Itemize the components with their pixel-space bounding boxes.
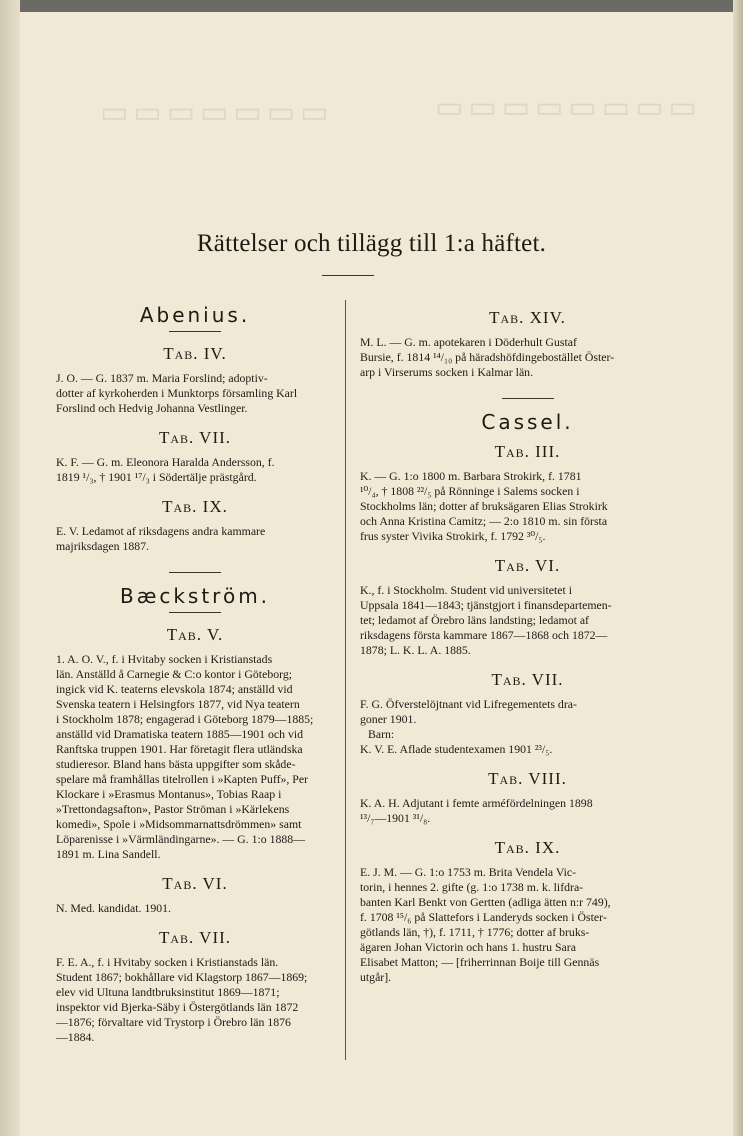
tab-heading: Tab. IV. xyxy=(163,344,227,363)
entry-line: 1819 ¹/₃, † 1901 ¹⁷/₃ i Södertälje prästgård. xyxy=(56,470,257,484)
entry-line: K. F. — G. m. Eleonora Haralda Andersson, f. xyxy=(56,455,275,469)
bleed-through-text: ▭▭▭▭▭▭▭ xyxy=(100,96,334,129)
tab-heading: Tab. III. xyxy=(494,442,561,461)
entry-line: F. E. A., f. i Hvitaby socken i Kristianstads län. xyxy=(56,955,279,969)
entry-line: tet; ledamot af Örebro läns landsting; ledamot af xyxy=(360,613,589,627)
entry-line: elev vid Ultuna landtbruksinstitut 1869—1871; xyxy=(56,985,280,999)
tab-heading: Tab. VI. xyxy=(162,874,228,893)
entry-line: götlands län, †), f. 1711, † 1776; dotter af bruks- xyxy=(360,925,590,939)
entry-line: E. J. M. — G. 1:o 1753 m. Brita Vendela Vic- xyxy=(360,865,577,879)
entry-paragraph xyxy=(56,455,334,485)
tab-heading: Tab. VII. xyxy=(491,670,564,689)
page-right-edge xyxy=(733,0,743,1136)
entry-paragraph xyxy=(56,901,334,916)
tab-heading: Tab. XIV. xyxy=(489,308,566,327)
entry-paragraph xyxy=(360,583,695,658)
entry-line: M. L. — G. m. apotekaren i Döderhult Gustaf xyxy=(360,335,577,349)
entry-line: Forslind och Hedvig Johanna Vestlinger. xyxy=(56,401,248,415)
entry-line: frus syster Vivika Strokirk, f. 1792 ³⁰/₅. xyxy=(360,529,546,543)
entry-line: ¹⁰/₄, † 1808 ²²/₅ på Rönninge i Salems socken i xyxy=(360,484,580,498)
entry-line: Uppsala 1841—1843; tjänstgjort i finansdepartemen- xyxy=(360,598,612,612)
page-top-edge xyxy=(0,0,743,12)
page-left-edge xyxy=(0,0,20,1136)
entry-paragraph xyxy=(360,865,695,985)
entry-line: E. V. Ledamot af riksdagens andra kammare xyxy=(56,524,266,538)
entry-line: K. — G. 1:o 1800 m. Barbara Strokirk, f. 1781 xyxy=(360,469,582,483)
entry-line: N. Med. kandidat. 1901. xyxy=(56,901,172,915)
entry-line: f. 1708 ¹⁵/₆ på Slattefors i Landeryds socken i Öster- xyxy=(360,910,607,924)
tab-heading: Tab. VII. xyxy=(158,428,232,447)
entry-line: arp i Virserums socken i Kalmar län. xyxy=(360,365,534,379)
right-column xyxy=(360,300,695,985)
entry-line: majriksdagen 1887. xyxy=(56,539,150,553)
entry-paragraph xyxy=(360,469,695,544)
entry-paragraph xyxy=(56,955,334,1045)
tab-heading: Tab. VII. xyxy=(158,928,232,947)
entry-paragraph xyxy=(360,335,695,380)
entry-line: Klockare i »Erasmus Montanus», Tobias Raap i xyxy=(56,787,282,801)
page-title: Rättelser och tillägg till 1:a häftet. xyxy=(196,230,547,257)
entry-line: goner 1901. xyxy=(360,712,417,726)
family-section-cassel xyxy=(360,410,695,985)
entry-line: ingick vid K. teaterns elevskola 1874; anställd vid xyxy=(56,682,293,696)
entry-line: »Trettondagsafton», Pastor Ströman i »Kärlekens xyxy=(56,802,290,816)
title-rule xyxy=(322,275,374,276)
entry-line: län. Anställd å Carnegie & C:o kontor i Göteborg; xyxy=(56,667,293,681)
entry-line: —1884. xyxy=(56,1030,95,1044)
entry-line: anställd vid Dramatiska teatern 1885—1901 och vid xyxy=(56,727,304,741)
entry-line: inspektor vid Bjerka-Säby i Östergötlands län 1872 xyxy=(56,1000,299,1014)
entry-line: —1876; förvaltare vid Trystorp i Örebro län 1876 xyxy=(56,1015,291,1029)
entry-line: utgår]. xyxy=(360,970,392,984)
family-section-baeckstrom xyxy=(56,584,334,1045)
section-rule xyxy=(169,612,221,613)
entry-line: K. A. H. Adjutant i femte arméfördelningen 1898 xyxy=(360,796,593,810)
family-heading: Abenius. xyxy=(139,303,251,327)
entry-line: torin, i hennes 2. gifte (g. 1:o 1738 m. k. lifdra- xyxy=(360,880,584,894)
entry-line: 1. A. O. V., f. i Hvitaby socken i Kristianstads xyxy=(56,652,273,666)
entry-line: Löparenisse i »Värmländingarne». — G. 1:o 1888— xyxy=(56,832,305,846)
entry-line: Stockholms län; dotter af bruksägaren Elias Strokirk xyxy=(360,499,608,513)
entry-line: K. V. E. Aflade studentexamen 1901 ²³/₅. xyxy=(360,742,553,756)
entry-line: 1891 m. Lina Sandell. xyxy=(56,847,161,861)
tab-heading: Tab. VIII. xyxy=(488,769,567,788)
entry-line: riksdagens första kammare 1867—1868 och 1872— xyxy=(360,628,608,642)
entry-line: i Stockholm 1878; engagerad i Göteborg 1879—1885; xyxy=(56,712,314,726)
entry-line: Elisabet Matton; — [friherrinnan Boije till Gennäs xyxy=(360,955,600,969)
entry-line: studieresor. Bland hans bästa uppgifter som skåde- xyxy=(56,757,296,771)
bleed-through-text: ▭▭▭▭▭▭▭▭ xyxy=(435,91,702,124)
entry-paragraph xyxy=(56,652,334,862)
entry-line: Barn: xyxy=(368,727,395,741)
entry-line: ¹³/₇—1901 ³¹/₈. xyxy=(360,811,431,825)
entry-line: banten Karl Benkt von Gertten (adliga ätten n:r 749), xyxy=(360,895,611,909)
entry-line: dotter af kyrkoherden i Munktorps församling Karl xyxy=(56,386,298,400)
entry-paragraph xyxy=(56,371,334,416)
entry-line: F. G. Öfverstelöjtnant vid Lifregementets dra- xyxy=(360,697,577,711)
entry-line: Student 1867; bokhållare vid Klagstorp 1867—1869; xyxy=(56,970,308,984)
section-separator xyxy=(169,572,221,573)
entry-line: komedi», Spole i »Midsommarnattsdrömmen» samt xyxy=(56,817,302,831)
entry-line: Bursie, f. 1814 ¹⁴/₁₀ på häradshöfdingebostället Öster- xyxy=(360,350,615,364)
section-rule xyxy=(169,331,221,332)
entry-paragraph xyxy=(360,697,695,757)
section-separator xyxy=(502,398,554,399)
entry-paragraph xyxy=(56,524,334,554)
tab-heading: Tab. VI. xyxy=(494,556,561,575)
tab-heading: Tab. V. xyxy=(166,625,224,644)
column-divider xyxy=(345,300,346,1060)
family-heading: Cassel. xyxy=(481,410,574,434)
entry-line: och Anna Kristina Camitz; — 2:o 1810 m. sin första xyxy=(360,514,608,528)
entry-line: K., f. i Stockholm. Student vid universitetet i xyxy=(360,583,572,597)
entry-line: 1878; L. K. L. A. 1885. xyxy=(360,643,471,657)
entry-line: Svenska teatern i Helsingfors 1877, vid Nya teatern xyxy=(56,697,300,711)
family-heading: Bæckström. xyxy=(119,584,271,608)
left-column xyxy=(56,300,334,1045)
entry-line: J. O. — G. 1837 m. Maria Forslind; adoptiv- xyxy=(56,371,268,385)
entry-paragraph xyxy=(360,796,695,826)
entry-line: spelare må framhållas titelrollen i »Kapten Puff», Per xyxy=(56,772,309,786)
family-section-abenius xyxy=(56,303,334,554)
tab-heading: Tab. IX. xyxy=(162,497,228,516)
tab-heading: Tab. IX. xyxy=(494,838,561,857)
entry-line: Ranftska truppen 1901. Har företagit flera utländska xyxy=(56,742,303,756)
entry-line: ägaren Johan Victorin och hans 1. hustru Sara xyxy=(360,940,576,954)
